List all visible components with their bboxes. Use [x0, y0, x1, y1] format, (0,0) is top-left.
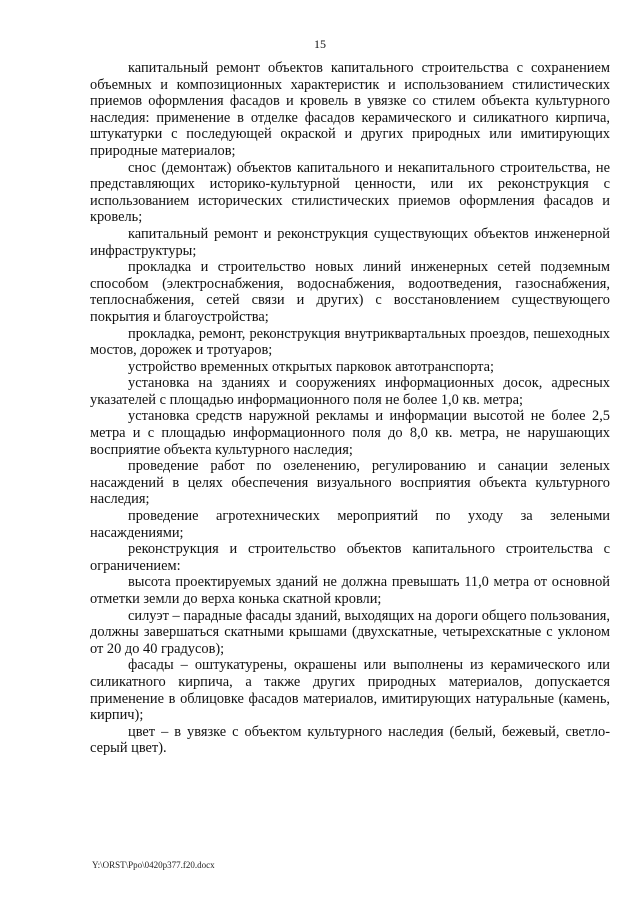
paragraph-1: капитальный ремонт объектов капитального строительства с сохранением объемных и композиционных характеристик и использованием стилистических приемов оформления фасадов и кровель в увязке со стилем объекта культурного наследия: применение в отделке фасадов керамического и силикатного кирпича, штукатурки с последующей окраской и других природных или имитирующих природные материалов;: [90, 60, 610, 159]
paragraph-8: установка средств наружной рекламы и информации высотой не более 2,5 метра и с площадью информационного поля до 8,0 кв. метра, не нарушающих восприятие объекта культурного наследия;: [90, 408, 610, 458]
page-number: 15: [314, 37, 326, 51]
footer-file-path: Y:\ORST\Ppo\0420p377.f20.docx: [92, 860, 215, 870]
paragraph-9: проведение работ по озеленению, регулированию и санации зеленых насаждений в целях обеспечения визуального восприятия объекта культурного наследия;: [90, 458, 610, 508]
paragraph-2: снос (демонтаж) объектов капитального и некапитального строительства, не представляющих историко-культурной ценности, или их реконструкция с использованием исторических стилистических приемов оформления фасадов и кровель;: [90, 159, 610, 226]
paragraph-11: реконструкция и строительство объектов капитального строительства с ограничением:: [90, 541, 610, 574]
paragraph-15: цвет – в увязке с объектом культурного наследия (белый, бежевый, светло-серый цвет).: [90, 723, 610, 757]
paragraph-14: фасады – оштукатурены, окрашены или выполнены из керамического или силикатного кирпича, а также других природных материалов, допускается применение в облицовке фасадов материалов, имитирующих натуральные (камень, кирпич);: [90, 657, 610, 724]
paragraph-13: силуэт – парадные фасады зданий, выходящих на дороги общего пользования, должны завершаться скатными крышами (двухскатные, четырехскатные с уклоном от 20 до 40 градусов);: [90, 607, 610, 657]
document-body: [90, 60, 610, 757]
paragraph-5: прокладка, ремонт, реконструкция внутриквартальных проездов, пешеходных мостов, дорожек и тротуаров;: [90, 325, 610, 359]
paragraph-4: прокладка и строительство новых линий инженерных сетей подземным способом (электроснабжения, водоснабжения, водоотведения, газоснабжения, теплоснабжения, сетей связи и других) с восстановлением существующего покрытия и благоустройства;: [90, 259, 610, 325]
paragraph-7: установка на зданиях и сооружениях информационных досок, адресных указателей с площадью информационного поля не более 1,0 кв. метра;: [90, 375, 610, 408]
paragraph-10: проведение агротехнических мероприятий по уходу за зелеными насаждениями;: [90, 508, 610, 541]
paragraph-3: капитальный ремонт и реконструкция существующих объектов инженерной инфраструктуры;: [90, 225, 610, 259]
paragraph-6: устройство временных открытых парковок автотранспорта;: [128, 358, 494, 375]
paragraph-12: высота проектируемых зданий не должна превышать 11,0 метра от основной отметки земли до верха конька скатной кровли;: [90, 574, 610, 607]
